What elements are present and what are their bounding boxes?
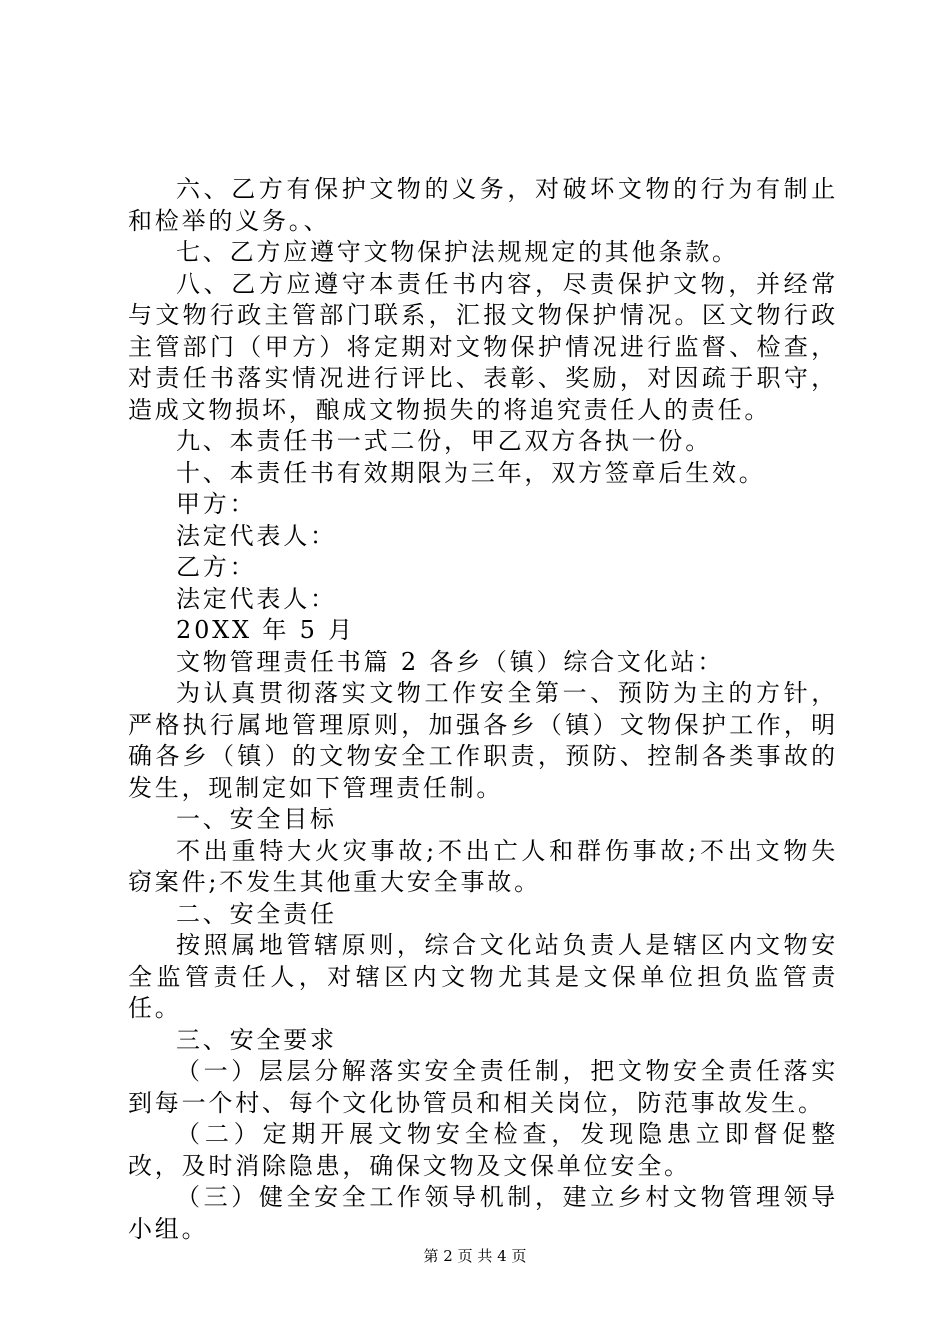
safety-goals-text: 不出重特大火灾事故;不出亡人和群伤事故;不出文物失窃案件;不发生其他重大安全事故。 [128,836,838,896]
requirement-1: （一）层层分解落实安全责任制，把文物安全责任落实到每一个村、每个文化协管员和相关岗位，防范事故发生。 [128,1057,838,1117]
clause-8: 八、乙方应遵守本责任书内容，尽责保护文物，并经常与文物行政主管部门联系，汇报文物保护情况。区文物行政主管部门（甲方）将定期对文物保护情况进行监督、检查，对责任书落实情况进行评比、表彰、奖励，对因疏于职守，造成文物损坏，酿成文物损失的将追究责任人的责任。 [128,269,838,424]
requirement-2: （二）定期开展文物安全检查，发现隐患立即督促整改，及时消除隐患，确保文物及文保单位安全。 [128,1120,838,1180]
section-heading: 文物管理责任书篇 2 各乡（镇）综合文化站： [176,647,725,676]
safety-responsibility-text: 按照属地管辖原则，综合文化站负责人是辖区内文物安全监管责任人，对辖区内文物尤其是文保单位担负监管责任。 [128,931,838,1022]
party-a-representative: 法定代表人： [176,521,337,550]
intro-paragraph: 为认真贯彻落实文物工作安全第一、预防为主的方针，严格执行属地管理原则，加强各乡（镇）文物保护工作，明确各乡（镇）的文物安全工作职责，预防、控制各类事故的发生，现制定如下管理责任制。 [128,679,838,802]
clause-7: 七、乙方应遵守文物保护法规规定的其他条款。 [176,238,739,266]
requirement-3: （三）健全安全工作领导机制，建立乡村文物管理领导小组。 [128,1183,838,1243]
clause-9: 九、本责任书一式二份，甲乙双方各执一份。 [176,427,712,455]
document-body [128,174,838,1245]
party-b-line: 乙方： [176,553,257,581]
clause-6: 六、乙方有保护文物的义务，对破坏文物的行为有制止和检举的义务。、 [128,175,838,235]
page-number-footer: 第 2 页 共 4 页 [423,1247,527,1265]
heading-safety-goals: 一、安全目标 [176,805,337,833]
date-line: 20XX 年 5 月 [176,616,355,644]
heading-safety-requirements: 三、安全要求 [176,1025,337,1054]
clause-10: 十、本责任书有效期限为三年，双方签章后生效。 [176,458,766,487]
party-a-line: 甲方： [176,490,257,518]
party-b-representative: 法定代表人： [176,584,337,613]
heading-safety-responsibility: 二、安全责任 [176,899,337,928]
